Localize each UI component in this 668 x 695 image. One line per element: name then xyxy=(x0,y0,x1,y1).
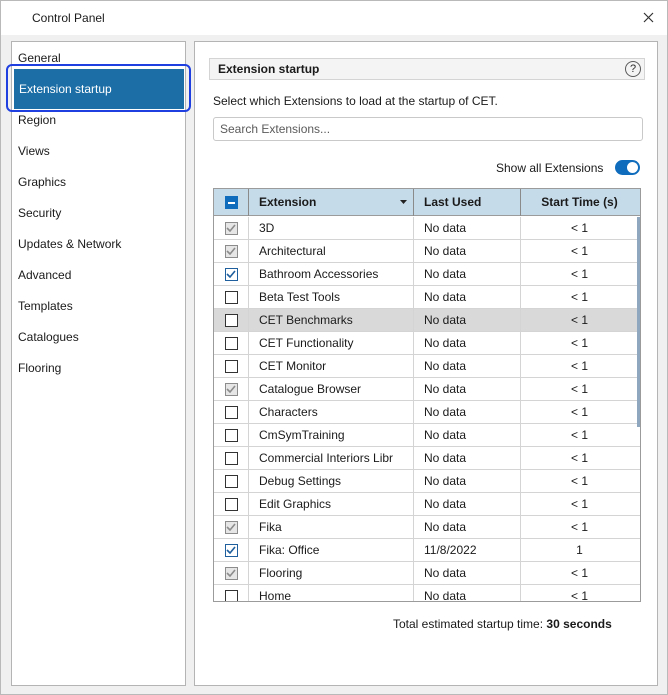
sidebar-item-advanced[interactable]: Advanced xyxy=(18,268,72,282)
extension-startup-panel xyxy=(194,41,658,686)
row-check-cell xyxy=(214,585,249,602)
check-icon xyxy=(226,270,236,278)
search-extensions-input[interactable] xyxy=(213,117,643,141)
row-checkbox[interactable] xyxy=(225,360,238,373)
last-used-cell: No data xyxy=(414,493,521,515)
start-time-cell: < 1 xyxy=(570,267,588,281)
extensions-table xyxy=(213,188,641,602)
last-used-cell: No data xyxy=(414,424,521,446)
select-all-checkbox[interactable] xyxy=(225,196,238,209)
extension-name-cell: 3D xyxy=(249,217,414,239)
last-used-cell: 11/8/2022 xyxy=(414,539,521,561)
sidebar-item-graphics[interactable]: Graphics xyxy=(18,175,67,189)
row-checkbox[interactable] xyxy=(225,590,238,603)
sidebar-item-updates-network[interactable]: Updates & Network xyxy=(18,237,122,251)
row-check-cell xyxy=(214,309,249,331)
row-check-cell xyxy=(214,332,249,354)
last-used-cell: No data xyxy=(414,562,521,584)
row-check-cell xyxy=(214,355,249,377)
sidebar-item-extension-startup[interactable]: Extension startup xyxy=(14,69,184,109)
row-checkbox[interactable] xyxy=(225,314,238,327)
start-time-cell: < 1 xyxy=(570,382,588,396)
total-startup-time xyxy=(393,617,612,631)
row-check-cell xyxy=(214,470,249,492)
start-time-cell: < 1 xyxy=(570,451,588,465)
start-time-cell: < 1 xyxy=(570,497,588,511)
column-header-start-time[interactable] xyxy=(521,189,638,216)
table-header xyxy=(214,189,640,216)
extension-name-cell: Catalogue Browser xyxy=(249,378,414,400)
indeterminate-icon xyxy=(228,202,235,204)
row-check-cell xyxy=(214,447,249,469)
row-check-cell xyxy=(214,217,249,239)
row-checkbox[interactable] xyxy=(225,544,238,557)
start-time-cell: < 1 xyxy=(570,290,588,304)
row-checkbox[interactable] xyxy=(225,291,238,304)
last-used-cell: No data xyxy=(414,286,521,308)
column-header-extension[interactable] xyxy=(249,189,414,216)
last-used-cell: No data xyxy=(414,217,521,239)
table-row[interactable] xyxy=(214,424,640,447)
start-time-cell: < 1 xyxy=(570,244,588,258)
start-time-cell: < 1 xyxy=(570,336,588,350)
table-row[interactable] xyxy=(214,378,640,401)
table-row[interactable] xyxy=(214,447,640,470)
table-row[interactable] xyxy=(214,332,640,355)
row-check-cell xyxy=(214,401,249,423)
row-checkbox xyxy=(225,222,238,235)
sort-down-icon xyxy=(400,200,407,204)
row-checkbox[interactable] xyxy=(225,337,238,350)
extension-name-cell: Edit Graphics xyxy=(249,493,414,515)
last-used-cell: No data xyxy=(414,240,521,262)
extension-name-cell: Debug Settings xyxy=(249,470,414,492)
extension-name-cell: Commercial Interiors Libr xyxy=(249,447,414,469)
row-check-cell xyxy=(214,516,249,538)
row-checkbox[interactable] xyxy=(225,452,238,465)
sidebar-item-security[interactable]: Security xyxy=(18,206,62,220)
start-time-cell: < 1 xyxy=(570,520,588,534)
sidebar-item-views[interactable]: Views xyxy=(18,144,50,158)
last-used-cell: No data xyxy=(414,355,521,377)
panel-header xyxy=(209,58,645,80)
last-used-cell: No data xyxy=(414,378,521,400)
panel-title: Extension startup xyxy=(218,62,320,76)
row-checkbox xyxy=(225,383,238,396)
sidebar-item-region[interactable]: Region xyxy=(18,113,57,127)
extension-name-cell: Architectural xyxy=(249,240,414,262)
row-check-cell xyxy=(214,539,249,561)
row-check-cell xyxy=(214,263,249,285)
row-check-cell xyxy=(214,424,249,446)
table-row[interactable] xyxy=(214,240,640,263)
check-icon xyxy=(226,247,236,255)
sidebar-item-flooring[interactable]: Flooring xyxy=(18,361,62,375)
start-time-cell: < 1 xyxy=(570,428,588,442)
row-check-cell xyxy=(214,562,249,584)
row-checkbox[interactable] xyxy=(225,406,238,419)
table-row[interactable] xyxy=(214,286,640,309)
table-body xyxy=(214,217,640,602)
row-check-cell xyxy=(214,286,249,308)
table-row[interactable] xyxy=(214,516,640,539)
close-icon xyxy=(643,12,654,23)
check-icon xyxy=(226,546,236,554)
start-time-cell: < 1 xyxy=(570,589,588,602)
extension-name-cell: CET Functionality xyxy=(249,332,414,354)
table-row[interactable] xyxy=(214,263,640,286)
row-checkbox[interactable] xyxy=(225,498,238,511)
total-value: 30 seconds xyxy=(546,617,612,631)
close-button[interactable] xyxy=(635,5,661,29)
start-time-cell: < 1 xyxy=(570,474,588,488)
start-time-cell: 1 xyxy=(576,543,583,557)
table-scrollbar[interactable] xyxy=(637,217,640,427)
extension-name-cell: CET Monitor xyxy=(249,355,414,377)
panel-description: Select which Extensions to load at the startup of CET. xyxy=(213,94,498,108)
last-used-cell: No data xyxy=(414,309,521,331)
row-checkbox xyxy=(225,567,238,580)
column-header-label: Start Time (s) xyxy=(541,195,618,209)
table-row[interactable] xyxy=(214,401,640,424)
table-row[interactable] xyxy=(214,539,640,562)
sidebar-item-catalogues[interactable]: Catalogues xyxy=(18,330,79,344)
table-row[interactable] xyxy=(214,217,640,240)
table-row[interactable] xyxy=(214,562,640,585)
extension-name-cell: Fika xyxy=(249,516,414,538)
last-used-cell: No data xyxy=(414,585,521,602)
row-check-cell xyxy=(214,493,249,515)
last-used-cell: No data xyxy=(414,470,521,492)
row-check-cell xyxy=(214,240,249,262)
table-row[interactable] xyxy=(214,585,640,602)
start-time-cell: < 1 xyxy=(570,405,588,419)
extension-name-cell: Flooring xyxy=(249,562,414,584)
start-time-cell: < 1 xyxy=(570,359,588,373)
row-checkbox xyxy=(225,521,238,534)
row-checkbox[interactable] xyxy=(225,475,238,488)
extension-name-cell: CET Benchmarks xyxy=(249,309,414,331)
table-row[interactable] xyxy=(214,355,640,378)
total-label: Total estimated startup time: xyxy=(393,617,544,631)
start-time-cell: < 1 xyxy=(570,566,588,580)
extension-name-cell: Characters xyxy=(249,401,414,423)
last-used-cell: No data xyxy=(414,401,521,423)
show-all-extensions-label: Show all Extensions xyxy=(496,161,604,175)
row-checkbox[interactable] xyxy=(225,429,238,442)
toggle-knob xyxy=(627,162,638,173)
start-time-cell: < 1 xyxy=(570,221,588,235)
column-header-label: Extension xyxy=(259,195,317,209)
last-used-cell: No data xyxy=(414,263,521,285)
window-title: Control Panel xyxy=(32,11,105,25)
row-checkbox[interactable] xyxy=(225,268,238,281)
check-icon xyxy=(226,224,236,232)
extension-name-cell: Home xyxy=(249,585,414,602)
sidebar-item-general[interactable]: General xyxy=(18,51,61,65)
sidebar-item-templates[interactable]: Templates xyxy=(18,299,73,313)
table-row[interactable] xyxy=(214,309,640,332)
check-icon xyxy=(226,385,236,393)
check-icon xyxy=(226,523,236,531)
row-checkbox xyxy=(225,245,238,258)
header-check-cell xyxy=(214,189,249,216)
title-bar xyxy=(1,1,667,35)
table-row[interactable] xyxy=(214,493,640,516)
sidebar-nav xyxy=(11,41,186,686)
column-header-label: Last Used xyxy=(424,195,482,209)
extension-name-cell: CmSymTraining xyxy=(249,424,414,446)
extension-name-cell: Bathroom Accessories xyxy=(249,263,414,285)
extension-name-cell: Beta Test Tools xyxy=(249,286,414,308)
extension-name-cell: Fika: Office xyxy=(249,539,414,561)
check-icon xyxy=(226,569,236,577)
start-time-cell: < 1 xyxy=(570,313,588,327)
help-icon[interactable]: ? xyxy=(625,61,641,77)
show-all-extensions-toggle[interactable] xyxy=(615,160,640,175)
row-check-cell xyxy=(214,378,249,400)
last-used-cell: No data xyxy=(414,332,521,354)
last-used-cell: No data xyxy=(414,516,521,538)
table-row[interactable] xyxy=(214,470,640,493)
column-header-last-used[interactable] xyxy=(414,189,521,216)
last-used-cell: No data xyxy=(414,447,521,469)
